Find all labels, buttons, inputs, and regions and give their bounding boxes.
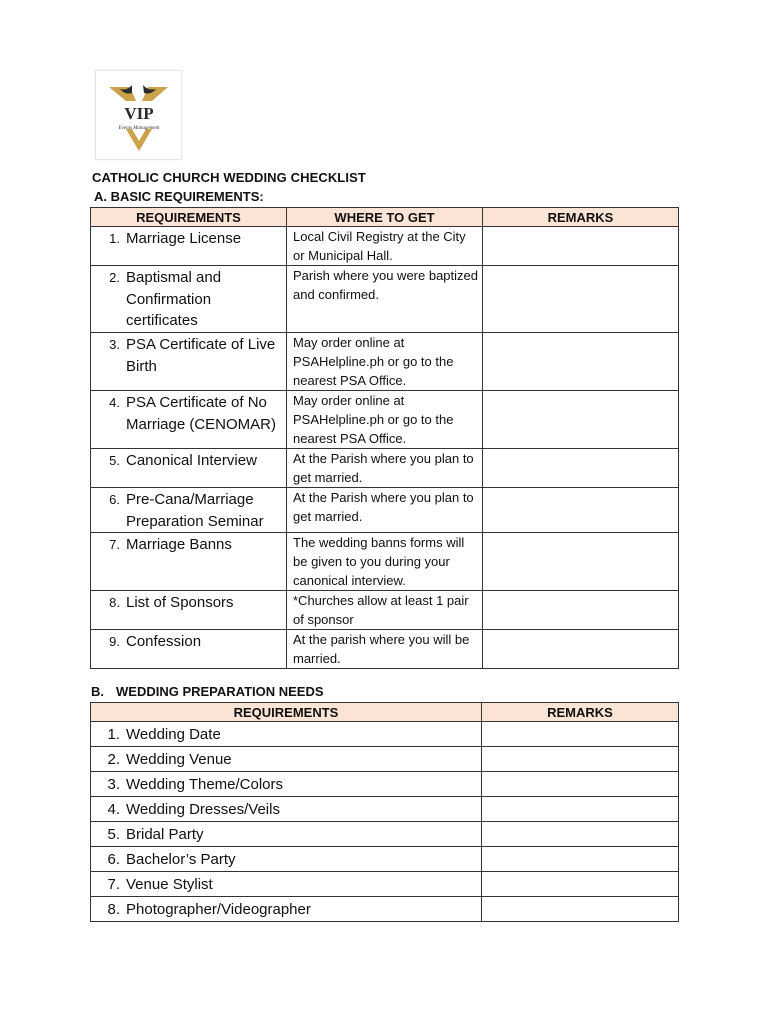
- remarks-cell[interactable]: [483, 591, 679, 630]
- remarks-cell[interactable]: [482, 847, 679, 872]
- vip-logo: [95, 70, 182, 160]
- requirement-text: Confession: [126, 633, 202, 650]
- requirement-text: PSA Certificate of No Marriage (CENOMAR): [126, 394, 277, 433]
- table-row: [91, 266, 679, 333]
- requirement-cell: [91, 266, 287, 333]
- remarks-cell[interactable]: [482, 797, 679, 822]
- where-to-get-cell: May order online at PSAHelpline.ph or go to the nearest PSA Office.: [287, 391, 483, 449]
- requirement-cell: [91, 772, 482, 797]
- logo-tagline: Events Management: [118, 126, 160, 131]
- item-number: 7.: [109, 537, 120, 552]
- requirement-cell: [91, 488, 287, 533]
- requirement-cell: [91, 391, 287, 449]
- table-row: [91, 391, 679, 449]
- requirement-cell: [91, 797, 482, 822]
- remarks-cell[interactable]: [483, 449, 679, 488]
- table-row: [91, 227, 679, 266]
- item-number: 2.: [107, 750, 120, 768]
- item-number: 1.: [107, 725, 120, 743]
- requirement-text: PSA Certificate of Live Birth: [126, 336, 276, 375]
- requirement-cell: [91, 822, 482, 847]
- requirement-cell: [91, 333, 287, 391]
- remarks-cell[interactable]: [482, 822, 679, 847]
- table-row: [91, 449, 679, 488]
- item-number: 3.: [107, 775, 120, 793]
- requirement-cell: [91, 591, 287, 630]
- requirement-text: Wedding Theme/Colors: [126, 775, 284, 793]
- remarks-cell[interactable]: [483, 333, 679, 391]
- remarks-cell[interactable]: [482, 722, 679, 747]
- remarks-cell[interactable]: [483, 227, 679, 266]
- item-number: 9.: [109, 634, 120, 649]
- requirement-cell: [91, 847, 482, 872]
- header-where-to-get: WHERE TO GET: [287, 208, 483, 227]
- requirement-text: Bridal Party: [126, 825, 204, 843]
- requirement-text: Marriage License: [126, 230, 242, 247]
- remarks-cell[interactable]: [482, 872, 679, 897]
- document-title: CATHOLIC CHURCH WEDDING CHECKLIST: [92, 170, 366, 185]
- table-row: [91, 847, 679, 872]
- section-b-title-text: WEDDING PREPARATION NEEDS: [116, 684, 324, 699]
- requirement-text: Pre-Cana/Marriage Preparation Seminar: [126, 491, 264, 530]
- where-to-get-cell: Parish where you were baptized and confirmed.: [287, 266, 483, 333]
- where-to-get-cell: At the parish where you will be married.: [287, 630, 483, 669]
- table-row: [91, 747, 679, 772]
- table-row: [91, 822, 679, 847]
- wedding-preparation-table: [90, 702, 679, 922]
- remarks-cell[interactable]: [483, 630, 679, 669]
- requirement-text: Marriage Banns: [126, 536, 232, 553]
- requirement-text: Canonical Interview: [126, 452, 257, 469]
- where-to-get-cell: At the Parish where you plan to get married.: [287, 488, 483, 533]
- requirement-text: Baptismal and Confirmation certificates: [126, 269, 222, 329]
- item-number: 5.: [107, 825, 120, 843]
- requirement-cell: [91, 747, 482, 772]
- remarks-cell[interactable]: [483, 533, 679, 591]
- item-number: 4.: [107, 800, 120, 818]
- table-row: [91, 488, 679, 533]
- requirement-cell: [91, 533, 287, 591]
- table-row: [91, 872, 679, 897]
- header-remarks: REMARKS: [482, 703, 679, 722]
- item-number: 7.: [107, 875, 120, 893]
- where-to-get-cell: Local Civil Registry at the City or Municipal Hall.: [287, 227, 483, 266]
- table-row: [91, 797, 679, 822]
- header-remarks: REMARKS: [483, 208, 679, 227]
- where-to-get-cell: May order online at PSAHelpline.ph or go to the nearest PSA Office.: [287, 333, 483, 391]
- where-to-get-cell: *Churches allow at least 1 pair of sponsor: [287, 591, 483, 630]
- requirement-cell: [91, 872, 482, 897]
- where-to-get-cell: The wedding banns forms will be given to you during your canonical interview.: [287, 533, 483, 591]
- header-requirements: REQUIREMENTS: [91, 208, 287, 227]
- requirement-cell: [91, 630, 287, 669]
- table-row: [91, 772, 679, 797]
- item-number: 8.: [109, 595, 120, 610]
- basic-requirements-table: [90, 207, 679, 669]
- remarks-cell[interactable]: [482, 772, 679, 797]
- table-row: [91, 533, 679, 591]
- requirement-text: Wedding Venue: [126, 750, 232, 768]
- item-number: 4.: [109, 395, 120, 410]
- requirement-cell: [91, 227, 287, 266]
- remarks-cell[interactable]: [483, 488, 679, 533]
- requirement-cell: [91, 449, 287, 488]
- section-a-title: A. BASIC REQUIREMENTS:: [94, 189, 264, 204]
- where-to-get-cell: At the Parish where you plan to get married.: [287, 449, 483, 488]
- item-number: 8.: [107, 900, 120, 918]
- item-number: 1.: [109, 231, 120, 246]
- table-row: [91, 722, 679, 747]
- requirement-cell: [91, 897, 482, 922]
- item-number: 5.: [109, 453, 120, 468]
- table-row: [91, 630, 679, 669]
- table-header-row: [91, 703, 679, 722]
- requirement-text: Bachelor’s Party: [126, 850, 236, 868]
- table-row: [91, 591, 679, 630]
- requirement-text: List of Sponsors: [126, 594, 234, 611]
- item-number: 6.: [109, 492, 120, 507]
- remarks-cell[interactable]: [483, 266, 679, 333]
- table-header-row: [91, 208, 679, 227]
- section-b-title: [91, 684, 324, 699]
- table-row: [91, 897, 679, 922]
- remarks-cell[interactable]: [483, 391, 679, 449]
- header-requirements: REQUIREMENTS: [91, 703, 482, 722]
- requirement-text: Wedding Date: [126, 725, 221, 743]
- remarks-cell[interactable]: [482, 897, 679, 922]
- item-number: 6.: [107, 850, 120, 868]
- item-number: 2.: [109, 270, 120, 285]
- requirement-cell: [91, 722, 482, 747]
- remarks-cell[interactable]: [482, 747, 679, 772]
- requirement-text: Photographer/Videographer: [126, 900, 311, 918]
- item-number: 3.: [109, 337, 120, 352]
- vip-logo-mark-icon: [96, 71, 181, 159]
- table-row: [91, 333, 679, 391]
- requirement-text: Venue Stylist: [126, 875, 213, 893]
- requirement-text: Wedding Dresses/Veils: [126, 800, 280, 818]
- logo-brand-text: VIP: [124, 104, 154, 123]
- section-b-letter: B.: [91, 684, 104, 699]
